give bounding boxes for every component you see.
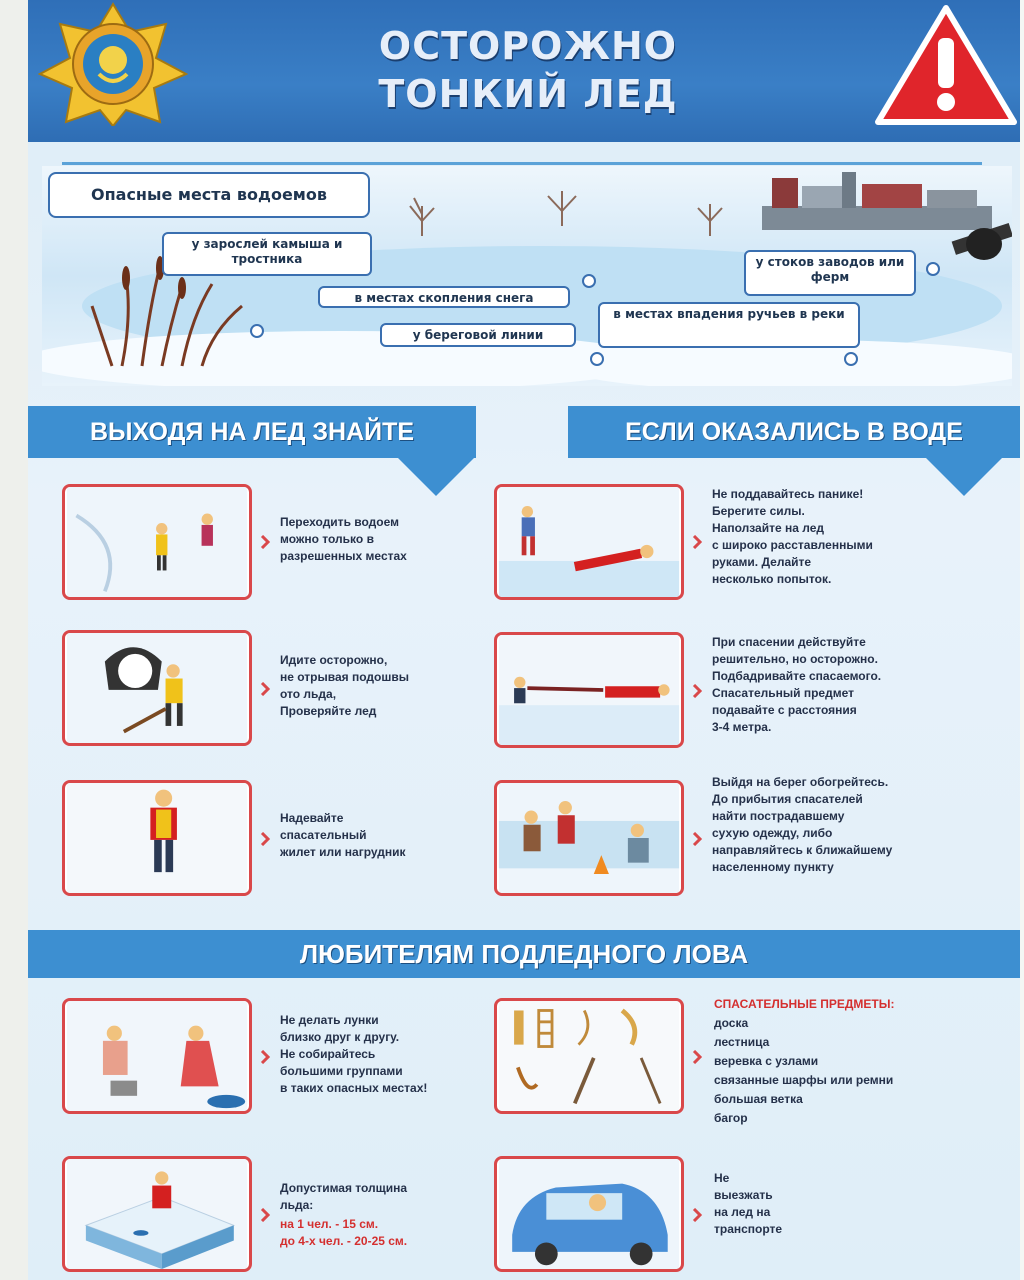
chevron-right-icon	[260, 1050, 270, 1064]
poster	[28, 0, 1020, 1280]
card-crossing-image	[62, 484, 252, 600]
section-fishing-title: ЛЮБИТЕЛЯМ ПОДЛЕДНОГО ЛОВА	[28, 930, 1020, 978]
card-no-vehicle-image	[494, 1156, 684, 1272]
card-ice-thickness-image	[62, 1156, 252, 1272]
emergency-emblem-icon	[38, 2, 188, 126]
card-crawl-ice-image	[494, 484, 684, 600]
rescue-items-title: СПАСАТЕЛЬНЫЕ ПРЕДМЕТЫ:	[714, 997, 895, 1011]
warning-triangle-icon	[874, 4, 1018, 128]
ice-thickness-values: на 1 чел. - 15 см. до 4-х чел. - 20-25 см.	[280, 1217, 408, 1248]
title-line-1: ОСТОРОЖНО	[378, 24, 678, 68]
card-warm-up-image	[494, 780, 684, 896]
card-walk-carefully-image	[62, 630, 252, 746]
know-text-3: Надевайте спасательный жилет или нагрудник	[280, 811, 406, 859]
hazard-reeds: у зарослей камыша и тростника	[162, 232, 372, 276]
hazard-title: Опасные места водоемов	[48, 172, 370, 218]
card-rescue-image	[494, 632, 684, 748]
card-ice-holes-image	[62, 998, 252, 1114]
factory-illustration	[762, 172, 1012, 260]
page-margin	[0, 0, 28, 1280]
section-water-title: ЕСЛИ ОКАЗАЛИСЬ В ВОДЕ	[568, 406, 1020, 458]
water-text-3: Выйдя на берег обогрейтесь. До прибытия спасателей найти пострадавшему сухую одежду, либо направляйтесь к ближайшему населенному пункту	[712, 775, 893, 874]
header-banner	[28, 0, 1020, 142]
bare-tree-illustration	[410, 191, 722, 236]
hazard-factories: у стоков заводов или ферм	[744, 250, 916, 296]
chevron-right-icon	[692, 1050, 702, 1064]
hazard-snow: в местах скопления снега	[318, 286, 570, 308]
hazard-streams: в местах впадения ручьев в реки	[598, 302, 860, 348]
chevron-right-icon	[260, 1208, 270, 1222]
chevron-right-icon	[260, 682, 270, 696]
poster-title	[348, 22, 708, 118]
chevron-right-icon	[260, 832, 270, 846]
ice-thickness-label: Допустимая толщина льда:	[280, 1181, 408, 1212]
know-text-2: Идите осторожно, не отрывая подошвы ото льда, Проверяйте лед	[280, 653, 409, 718]
chevron-right-icon	[692, 535, 702, 549]
card-rescue-items-image	[494, 998, 684, 1114]
chevron-right-icon	[260, 535, 270, 549]
card-life-vest-image	[62, 780, 252, 896]
fishing-text-holes: Не делать лунки близко друг к другу. Не собирайтесь большими группами в таких опасных местах!	[280, 1013, 428, 1095]
hazard-shore: у береговой линии	[380, 323, 576, 347]
rescue-items-list: доска лестница веревка с узлами связанные шарфы или ремни большая ветка багор	[714, 1016, 894, 1125]
chevron-right-icon	[692, 1208, 702, 1222]
chevron-right-icon	[692, 684, 702, 698]
divider-line	[62, 162, 982, 165]
know-text-1: Переходить водоем можно только в разрешенных местах	[280, 515, 407, 563]
section-know-title: ВЫХОДЯ НА ЛЕД ЗНАЙТЕ	[28, 406, 476, 458]
marker-dot	[926, 262, 940, 276]
water-text-2: При спасении действуйте решительно, но осторожно. Подбадривайте спасаемого. Спасательный предмет подавайте с расстояния 3-4 метра.	[712, 635, 882, 734]
marker-dot	[590, 352, 604, 366]
no-vehicle-text: Не выезжать на лед на транспорте	[714, 1171, 783, 1236]
marker-dot	[582, 274, 596, 288]
marker-dot	[250, 324, 264, 338]
water-text-1: Не поддавайтесь панике! Берегите силы. Наползайте на лед с широко расставленными руками. Делайте несколько попыток.	[712, 487, 873, 586]
marker-dot	[844, 352, 858, 366]
tab-arrow	[396, 456, 476, 496]
title-line-2: ТОНКИЙ ЛЕД	[378, 72, 678, 116]
chevron-right-icon	[692, 832, 702, 846]
